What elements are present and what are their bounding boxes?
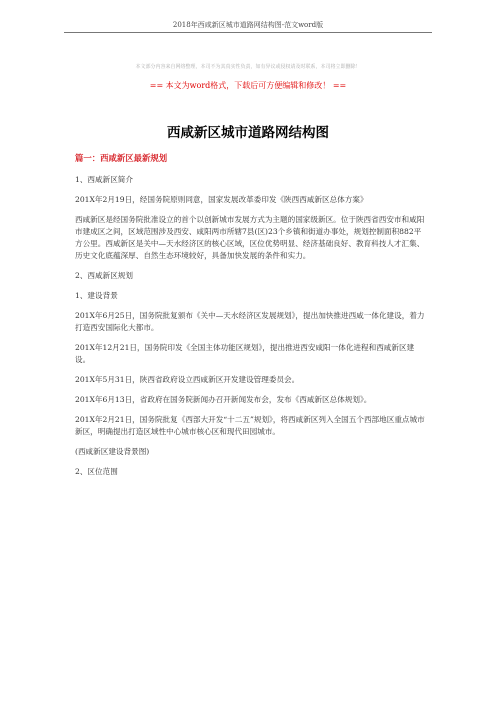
word-format-notice: == 本文为word格式，下载后可方便编辑和修改！ ==	[149, 81, 347, 90]
disclaimer-text: 本文部分内容来自网络整理，本司不为其真实性负责，如有异议或侵权请及时联系，本司将立即删除！	[135, 64, 361, 70]
paragraph: 1、西咸新区简介	[75, 175, 133, 184]
paragraph: 201X年5月31日，陕西省政府设立西咸新区开发建设管理委员会。	[75, 375, 300, 384]
paragraph: 2、西咸新区规划	[75, 271, 133, 280]
paragraph: 201X年6月13日，省政府在国务院新闻办召开新闻发布会，发布《西咸新区总体规划》。	[75, 395, 372, 404]
paragraph: 201X年2月19日，经国务院原则同意，国家发展改革委印发《陕西西咸新区总体方案》	[75, 195, 368, 204]
document-title: 西咸新区城市道路网结构图	[167, 125, 329, 141]
paragraph: 西咸新区是经国务院批准设立的首个以创新城市发展方式为主题的国家级新区。位于陕西省西安市和咸阳市建成区之间，区域范围涉及西安、咸阳两市所辖7县(区)23个乡镇和街道办事处，规划控制面积882平方公里。西咸新区是关中—天水经济区的核心区域，区位优势明显、经济基础良好、教育科技人才汇集、历史文化底蕴深厚、自然生态环境较好，具备加快发展的条件和实力。	[75, 215, 425, 260]
paragraph: 201X年12月21日，国务院印发《全国主体功能区规划》，提出推进西安咸阳一体化进程和西咸新区建设。	[75, 343, 415, 364]
paragraph: 2、区位范围	[75, 467, 118, 476]
section-heading: 篇一：西咸新区最新规划	[75, 153, 168, 163]
header-divider	[64, 32, 432, 33]
paragraph: 201X年2月21日，国务院批复《西部大开发“十二五”规划》，将西咸新区列入全国五个西部地区重点城市新区，明确提出打造区域性中心城市核心区和现代田园城市。	[75, 415, 425, 436]
image-caption: (西咸新区建设背景图)	[75, 447, 150, 456]
paragraph: 201X年6月25日，国务院批复颁布《关中—天水经济区发展规划》，提出加快推进西咸一体化建设，着力打造西安国际化大都市。	[75, 311, 425, 332]
page-header: 2018年西咸新区城市道路网结构图-范文word版	[172, 21, 324, 29]
document-body	[75, 152, 425, 486]
paragraph: 1、建设背景	[75, 291, 118, 300]
